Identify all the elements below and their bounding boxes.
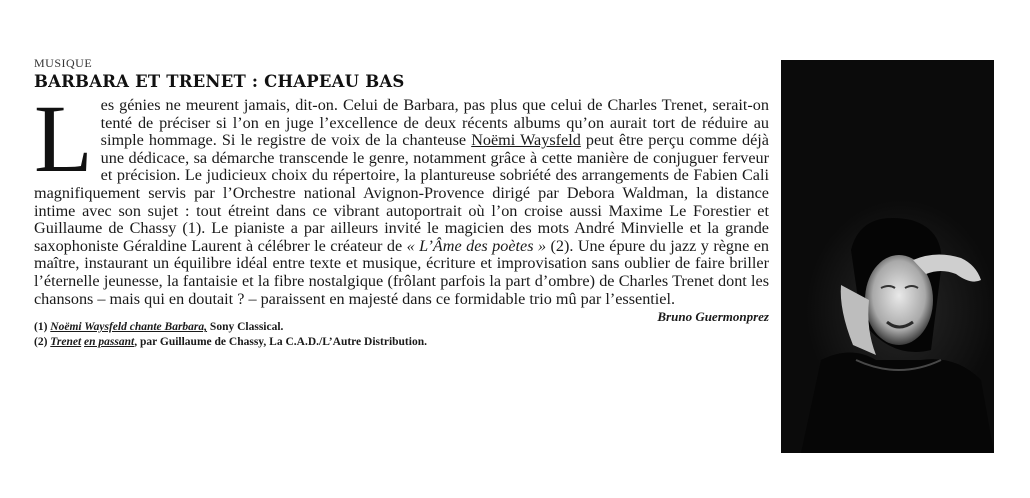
article-body	[34, 85, 769, 325]
article	[34, 56, 769, 350]
author-signature: Bruno Guermonprez	[657, 309, 769, 325]
portrait-image	[781, 60, 994, 453]
singer-photo	[781, 60, 994, 453]
section-label: MUSIQUE	[34, 56, 93, 70]
footnote-number: (1)	[34, 321, 48, 334]
footnote-2	[34, 335, 769, 350]
headline: BARBARA ET TRENET : CHAPEAU BAS	[34, 72, 405, 91]
singer-name: Noëmi Waysfeld	[471, 131, 581, 150]
footnote-album-title-a: Trenet	[50, 336, 82, 349]
footnote-album-title-b: en passant	[84, 336, 135, 349]
drop-cap: L	[34, 85, 93, 192]
footnote-album-title: Noëmi Waysfeld chante Barbara,	[50, 321, 208, 334]
song-quote: « L’Âme des poètes »	[406, 236, 547, 255]
body-text-3: (2). Une épure du jazz y règne en maître, instaurant un équilibre idéal entre texte et musique, écriture et improvisation sans oublier de faire briller l’éternelle jeunesse, la fantaisie et la fibre nostalgique (frôlant parfois la part d’ombre) de Charles Trenet dont les chansons – mais qui en doutait ? – paraissent en majesté dans ce formidable trio mû par l’essentiel.	[34, 236, 769, 308]
body-text-2: peut être perçu comme déjà une dédicace, sa démarche transcende le genre, notamment grâce à cette manière de conjuguer ferveur et précision. Le judicieux choix du répertoire, la plantureuse sobriété des arrangements de Fabien Cali magnifiquement servis par l’Orchestre national Avignon-Provence dirigé par Debora Waldman, la distance intime avec son sujet : tout étreint dans ce vibrant autoportrait où l’on croise aussi Maxime Le Forestier et Guillaume de Chassy (1). Le pianiste a par ailleurs invité le magicien des mots André Minvielle et la grande saxophoniste Géraldine Laurent à célébrer le créateur de	[34, 131, 769, 255]
footnote-number: (2)	[34, 336, 48, 349]
footnote-label: , par Guillaume de Chassy, La C.A.D./L’Autre Distribution.	[134, 336, 427, 349]
body-text-1: es génies ne meurent jamais, dit-on. Celui de Barbara, pas plus que celui de Charles Trenet, serait-on tenté de préciser si l’on en juge l’excellence de deux récents albums qu’on aurait tort de réduire au simple hommage. Si le registre de voix de la chanteuse	[100, 96, 769, 150]
footnote-label: Sony Classical.	[207, 321, 284, 334]
